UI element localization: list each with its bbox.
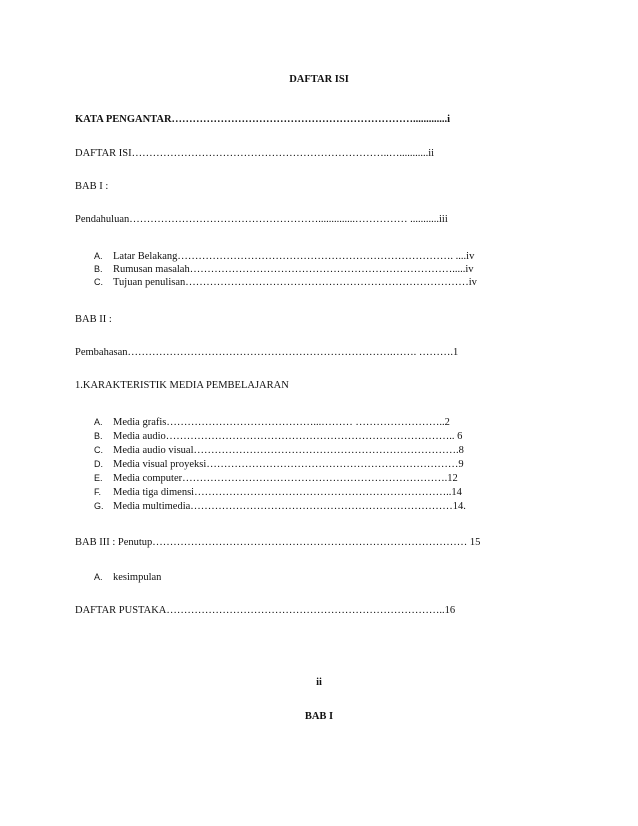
toc-media-computer: Media computer………………………………………………………………….12 [113,473,458,484]
toc-kesimpulan: kesimpulan [113,572,162,583]
toc-pendahuluan: Pendahuluan………………………………………………..............…………… ...........iii [75,214,448,225]
list-marker: B. [94,264,103,274]
list-marker: C. [94,277,103,287]
toc-media-tiga-dimensi: Media tiga dimensi………………………………………………………………..14 [113,487,462,498]
toc-daftar-pustaka: DAFTAR PUSTAKA……………………………………………………………………..16 [75,605,456,616]
toc-media-audio-visual: Media audio visual………………………………………………………………….8 [113,445,464,456]
list-marker: A. [94,251,103,261]
toc-bab1-heading: BAB I : [75,181,109,192]
toc-tujuan-penulisan: Tujuan penulisan………………………………………………………………………iv [113,277,477,288]
toc-daftar-isi: DAFTAR ISI………………………………………………………………..…...........ii [75,148,435,159]
list-marker: B. [94,431,103,441]
list-marker: G. [94,501,104,511]
toc-latar-belakang: Latar Belakang……………………………………………………………………. ....iv [113,251,475,262]
list-marker: A. [94,572,103,582]
document-title: DAFTAR ISI [289,74,349,85]
toc-media-multimedia: Media multimedia…………………………………………………………………14. [113,501,466,512]
page-number: ii [316,677,322,688]
next-page-heading: BAB I [304,711,334,722]
toc-kata-pengantar: KATA PENGANTAR…………………………………………………………….............i [75,114,451,125]
list-marker: E. [94,473,103,483]
toc-pembahasan: Pembahasan………………………………………………………………….……. ……….1 [75,347,459,358]
list-marker: C. [94,445,103,455]
toc-media-audio: Media audio……………………………………………………………………….. 6 [113,431,463,442]
toc-rumusan-masalah: Rumusan masalah………………………………………………………………….....iv [113,264,474,275]
list-marker: F. [94,487,102,497]
toc-bab3-penutup: BAB III : Penutup……………………………………………………………………………… 15 [75,537,481,548]
toc-media-visual-proyeksi: Media visual proyeksi………………………………………………………………9 [113,459,464,470]
toc-bab2-heading: BAB II : [75,314,112,325]
list-marker: A. [94,417,103,427]
toc-karakteristik: 1.KARAKTERISTIK MEDIA PEMBELAJARAN [75,380,289,391]
list-marker: D. [94,459,103,469]
toc-media-grafis: Media grafis……………………………………...……… ……………………..2 [113,417,450,428]
